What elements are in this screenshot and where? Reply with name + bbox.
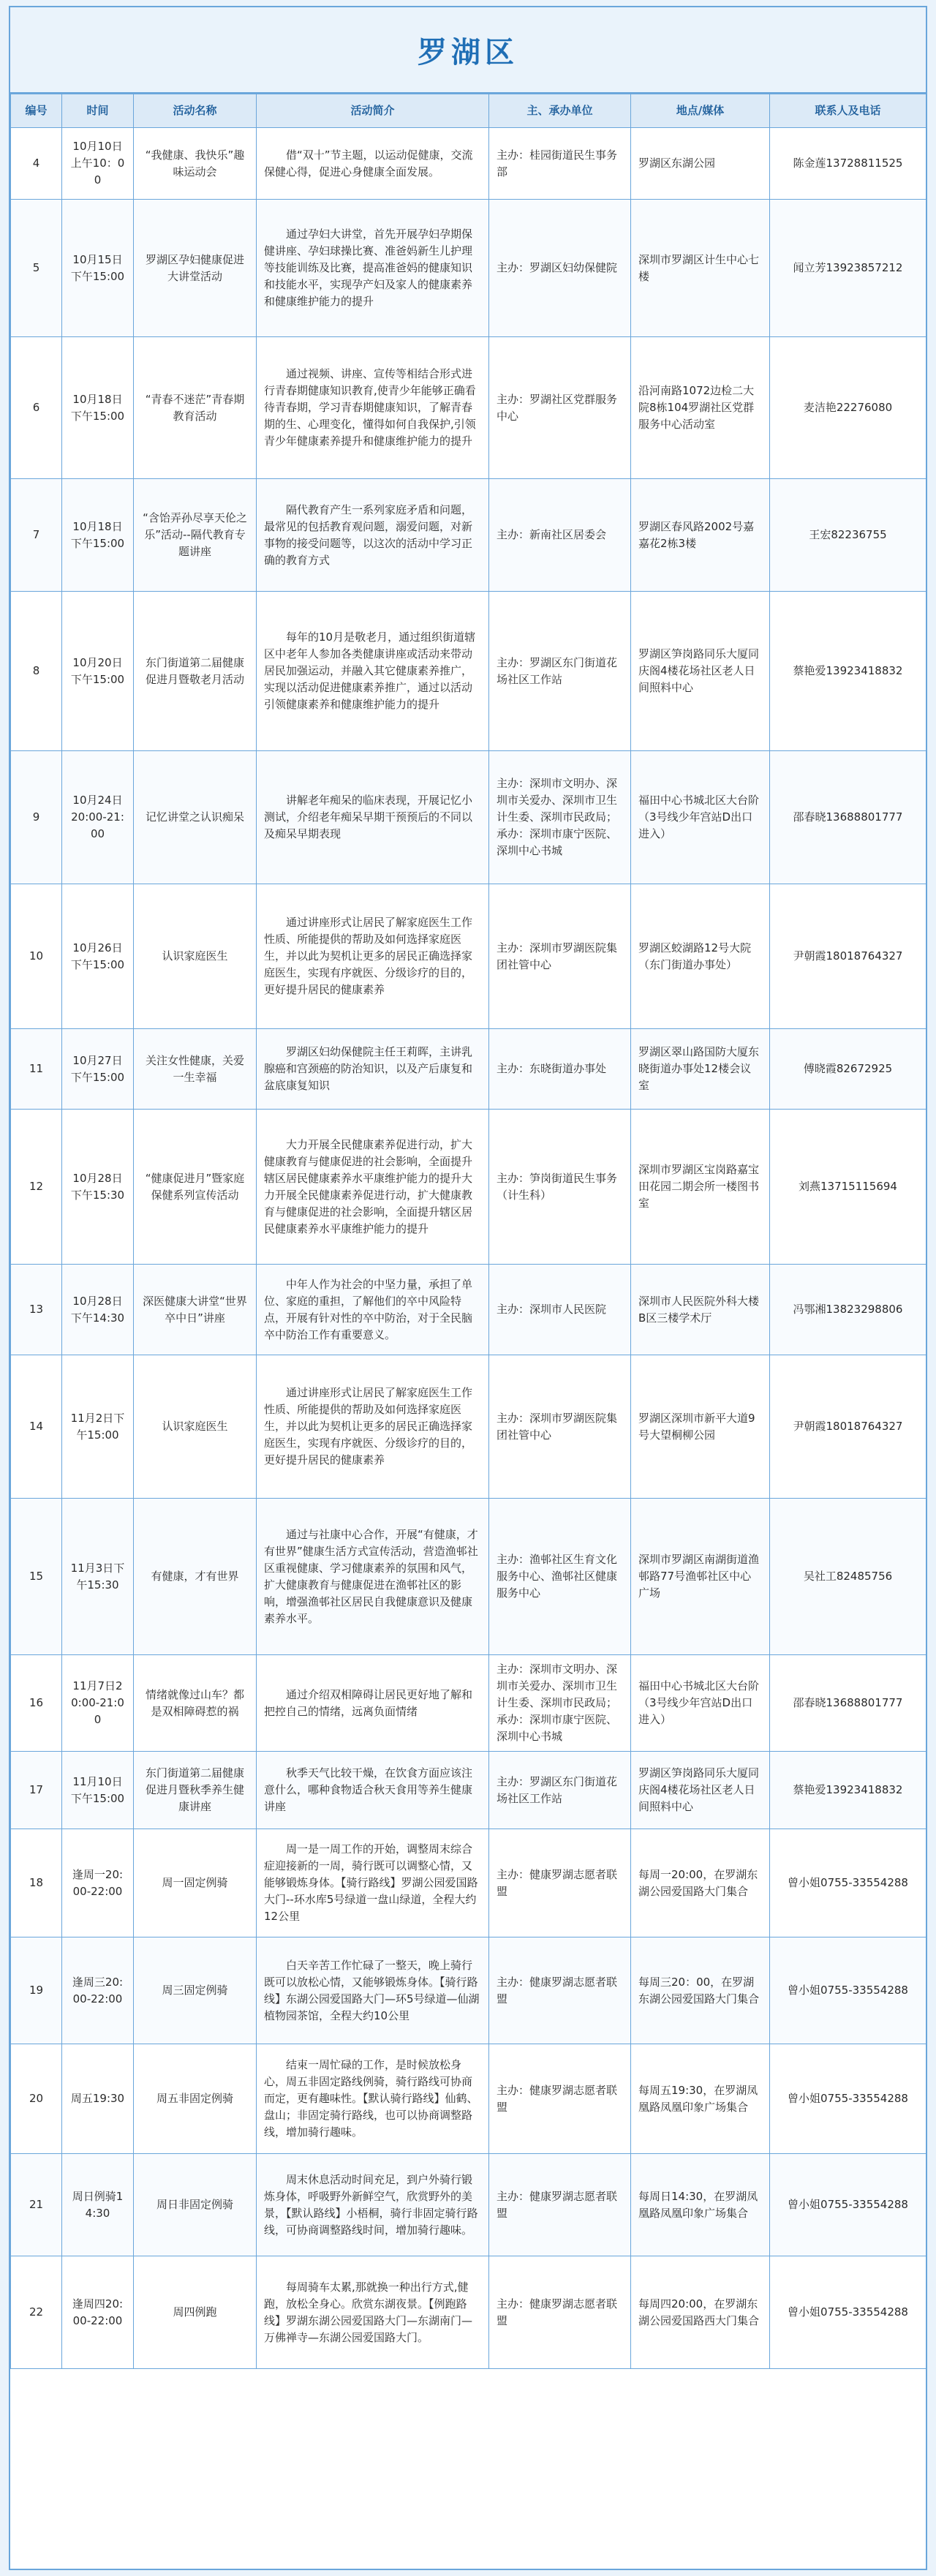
cell-no: 16 xyxy=(11,1655,62,1752)
table-row xyxy=(11,884,926,1029)
cell-time: 周五19:30 xyxy=(62,2044,134,2154)
cell-organizer: 主办：深圳市人民医院 xyxy=(489,1265,631,1355)
schedule-frame xyxy=(9,6,927,2570)
cell-organizer: 主办：深圳市罗湖医院集团社管中心 xyxy=(489,1355,631,1499)
cell-location: 罗湖区笋岗路同乐大厦同庆阁4楼花场社区老人日间照料中心 xyxy=(631,592,770,751)
table-row xyxy=(11,751,926,884)
cell-time: 10月10日上午10：00 xyxy=(62,128,134,200)
cell-contact: 曾小姐0755-33554288 xyxy=(770,2256,926,2369)
cell-intro: 每年的10月是敬老月，通过组织街道辖区中老年人参加各类健康讲座或活动来带动居民加强运动，并融入其它健康素养推广，实现以活动促进健康素养推广，通过以活动引领健康素养和健康维护能力的提升 xyxy=(257,592,489,751)
cell-organizer: 主办：深圳市文明办、深圳市关爱办、深圳市卫生计生委、深圳市民政局；承办：深圳市康宁医院、深圳中心书城 xyxy=(489,751,631,884)
cell-intro: 中年人作为社会的中坚力量，承担了单位、家庭的重担，了解他们的卒中风险特点，开展有针对性的卒中防治，对于全民脑卒中防治工作有重要意义。 xyxy=(257,1265,489,1355)
cell-location: 深圳市人民医院外科大楼B区三楼学术厅 xyxy=(631,1265,770,1355)
cell-intro: 通过视频、讲座、宣传等相结合形式进行青春期健康知识教育,使青少年能够正确看待青春期，学习青春期健康知识，了解青春期的生、心理变化，懂得如何自我保护,引领青少年健康素养提升和健康维护能力的提升 xyxy=(257,337,489,479)
table-row xyxy=(11,1752,926,1829)
cell-location: 每周三20：00，在罗湖东湖公园爱国路大门集合 xyxy=(631,1937,770,2044)
cell-organizer: 主办：深圳市罗湖医院集团社管中心 xyxy=(489,884,631,1029)
cell-organizer: 主办：健康罗湖志愿者联盟 xyxy=(489,2256,631,2369)
cell-intro: 通过介绍双相障碍让居民更好地了解和把控自己的情绪，远离负面情绪 xyxy=(257,1655,489,1752)
title-bar xyxy=(10,7,926,94)
cell-name: “含饴弄孙尽享天伦之乐”活动--隔代教育专题讲座 xyxy=(134,479,257,592)
cell-location: 罗湖区笋岗路同乐大厦同庆阁4楼花场社区老人日间照料中心 xyxy=(631,1752,770,1829)
table-row xyxy=(11,2154,926,2256)
cell-intro: 结束一周忙碌的工作，是时候放松身心，周五非固定路线例骑，骑行路线可协商而定，更有趣味性。【默认骑行路线】仙鹤、盘山；非固定骑行路线，也可以协商调整路线，增加骑行趣味。 xyxy=(257,2044,489,2154)
header-organizer: 主、承办单位 xyxy=(489,94,631,128)
cell-location: 罗湖区蛟湖路12号大院（东门街道办事处） xyxy=(631,884,770,1029)
cell-name: 周四例跑 xyxy=(134,2256,257,2369)
cell-intro: 借“双十”节主题，以运动促健康，交流保健心得，促进心身健康全面发展。 xyxy=(257,128,489,200)
cell-location: 深圳市罗湖区宝岗路嘉宝田花园二期会所一楼图书室 xyxy=(631,1110,770,1265)
cell-intro: 罗湖区妇幼保健院主任王莉晖，主讲乳腺癌和宫颈癌的防治知识，以及产后康复和盆底康复知识 xyxy=(257,1029,489,1110)
cell-contact: 曾小姐0755-33554288 xyxy=(770,1937,926,2044)
district-title: 罗湖区 xyxy=(418,35,518,69)
table-row xyxy=(11,1265,926,1355)
cell-contact: 吴社工82485756 xyxy=(770,1499,926,1655)
table-row xyxy=(11,1829,926,1937)
cell-time: 10月24日20:00-21:00 xyxy=(62,751,134,884)
table-row xyxy=(11,1655,926,1752)
cell-no: 9 xyxy=(11,751,62,884)
cell-location: 沿河南路1072边检二大院8栋104罗湖社区党群服务中心活动室 xyxy=(631,337,770,479)
cell-contact: 陈金莲13728811525 xyxy=(770,128,926,200)
header-contact: 联系人及电话 xyxy=(770,94,926,128)
cell-name: 认识家庭医生 xyxy=(134,1355,257,1499)
cell-name: 有健康，才有世界 xyxy=(134,1499,257,1655)
cell-name: “青春不迷茫”青春期教育活动 xyxy=(134,337,257,479)
cell-no: 14 xyxy=(11,1355,62,1499)
event-table xyxy=(10,94,926,2369)
cell-time: 周日例骑14:30 xyxy=(62,2154,134,2256)
cell-location: 每周四20:00，在罗湖东湖公园爱国路西大门集合 xyxy=(631,2256,770,2369)
cell-no: 19 xyxy=(11,1937,62,2044)
cell-name: 记忆讲堂之认识痴呆 xyxy=(134,751,257,884)
cell-no: 22 xyxy=(11,2256,62,2369)
cell-contact: 蔡艳爱13923418832 xyxy=(770,1752,926,1829)
cell-organizer: 主办：罗湖区东门街道花场社区工作站 xyxy=(489,1752,631,1829)
cell-no: 4 xyxy=(11,128,62,200)
table-row xyxy=(11,1110,926,1265)
cell-name: 罗湖区孕妇健康促进大讲堂活动 xyxy=(134,200,257,337)
cell-time: 11月10日下午15:00 xyxy=(62,1752,134,1829)
cell-no: 13 xyxy=(11,1265,62,1355)
cell-time: 逢周一20:00-22:00 xyxy=(62,1829,134,1937)
cell-name: 认识家庭医生 xyxy=(134,884,257,1029)
cell-time: 11月7日20:00-21:00 xyxy=(62,1655,134,1752)
cell-no: 7 xyxy=(11,479,62,592)
cell-contact: 王宏82236755 xyxy=(770,479,926,592)
cell-name: 周一固定例骑 xyxy=(134,1829,257,1937)
cell-no: 20 xyxy=(11,2044,62,2154)
header-no: 编号 xyxy=(11,94,62,128)
cell-no: 11 xyxy=(11,1029,62,1110)
cell-time: 10月28日下午14:30 xyxy=(62,1265,134,1355)
cell-no: 17 xyxy=(11,1752,62,1829)
table-row xyxy=(11,2256,926,2369)
cell-intro: 周一是一周工作的开始，调整周末综合症迎接新的一周，骑行既可以调整心情，又能够锻炼身体。【骑行路线】罗湖公园爱国路大门--环水库5号绿道一盘山绿道，全程大约12公里 xyxy=(257,1829,489,1937)
table-row xyxy=(11,1499,926,1655)
cell-intro: 通过讲座形式让居民了解家庭医生工作性质、所能提供的帮助及如何选择家庭医生，并以此为契机让更多的居民正确选择家庭医生，实现有序就医、分级诊疗的目的，更好提升居民的健康素养 xyxy=(257,1355,489,1499)
cell-no: 12 xyxy=(11,1110,62,1265)
cell-contact: 冯鄂湘13823298806 xyxy=(770,1265,926,1355)
cell-location: 罗湖区翠山路国防大厦东晓街道办事处12楼会议室 xyxy=(631,1029,770,1110)
cell-name: 周三固定例骑 xyxy=(134,1937,257,2044)
cell-organizer: 主办：罗湖社区党群服务中心 xyxy=(489,337,631,479)
cell-name: 东门街道第二届健康促进月暨敬老月活动 xyxy=(134,592,257,751)
cell-no: 10 xyxy=(11,884,62,1029)
cell-intro: 通过讲座形式让居民了解家庭医生工作性质、所能提供的帮助及如何选择家庭医生，并以此为契机让更多的居民正确选择家庭医生，实现有序就医、分级诊疗的目的，更好提升居民的健康素养 xyxy=(257,884,489,1029)
cell-contact: 刘燕13715115694 xyxy=(770,1110,926,1265)
cell-organizer: 主办：罗湖区妇幼保健院 xyxy=(489,200,631,337)
cell-no: 5 xyxy=(11,200,62,337)
cell-organizer: 主办：健康罗湖志愿者联盟 xyxy=(489,2154,631,2256)
cell-time: 10月18日下午15:00 xyxy=(62,337,134,479)
cell-organizer: 主办：健康罗湖志愿者联盟 xyxy=(489,2044,631,2154)
cell-name: “我健康、我快乐”趣味运动会 xyxy=(134,128,257,200)
cell-time: 10月18日下午15:00 xyxy=(62,479,134,592)
cell-time: 11月3日下午15:30 xyxy=(62,1499,134,1655)
cell-location: 每周一20:00，在罗湖东湖公园爱国路大门集合 xyxy=(631,1829,770,1937)
cell-organizer: 主办：新南社区居委会 xyxy=(489,479,631,592)
cell-time: 逢周三20:00-22:00 xyxy=(62,1937,134,2044)
cell-intro: 隔代教育产生一系列家庭矛盾和问题，最常见的包括教育观问题，溺爱问题，对新事物的接受问题等，以这次的活动中学习正确的教育方式 xyxy=(257,479,489,592)
cell-location: 每周五19:30，在罗湖凤凰路凤凰印象广场集合 xyxy=(631,2044,770,2154)
cell-name: 深医健康大讲堂“世界卒中日”讲座 xyxy=(134,1265,257,1355)
cell-contact: 闻立芳13923857212 xyxy=(770,200,926,337)
table-row xyxy=(11,592,926,751)
table-row xyxy=(11,1937,926,2044)
cell-time: 10月26日下午15:00 xyxy=(62,884,134,1029)
cell-name: 情绪就像过山车？都是双相障碍惹的祸 xyxy=(134,1655,257,1752)
cell-location: 罗湖区东湖公园 xyxy=(631,128,770,200)
cell-organizer: 主办：健康罗湖志愿者联盟 xyxy=(489,1937,631,2044)
cell-time: 10月20日下午15:00 xyxy=(62,592,134,751)
cell-intro: 每周骑车太累,那就换一种出行方式,健跑，放松全身心。欣赏东湖夜景。【例跑路线】罗湖东湖公园爱国路大门—东湖南门—万佛禅寺—东湖公园爱国路大门。 xyxy=(257,2256,489,2369)
cell-intro: 周末休息活动时间充足，到户外骑行锻炼身体，呼吸野外新鲜空气，欣赏野外的美景，【默认路线】小梧桐，骑行非固定骑行路线，可协商调整路线时间，增加骑行趣味。 xyxy=(257,2154,489,2256)
cell-organizer: 主办：深圳市文明办、深圳市关爱办、深圳市卫生计生委、深圳市民政局；承办：深圳市康宁医院、深圳中心书城 xyxy=(489,1655,631,1752)
table-row xyxy=(11,479,926,592)
cell-time: 10月28日下午15:30 xyxy=(62,1110,134,1265)
header-location: 地点/媒体 xyxy=(631,94,770,128)
cell-intro: 秋季天气比较干燥，在饮食方面应该注意什么，哪种食物适合秋天食用等养生健康讲座 xyxy=(257,1752,489,1829)
cell-contact: 傅晓霞82672925 xyxy=(770,1029,926,1110)
cell-no: 6 xyxy=(11,337,62,479)
cell-location: 深圳市罗湖区南湖街道渔邨路77号渔邨社区中心广场 xyxy=(631,1499,770,1655)
cell-contact: 尹朝霞18018764327 xyxy=(770,1355,926,1499)
cell-intro: 通过与社康中心合作，开展“有健康，才有世界”健康生活方式宣传活动，营造渔邨社区重视健康、学习健康素养的氛围和风气，扩大健康教育与健康促进在渔邨社区的影响，增强渔邨社区居民自我健康意识及健康素养水平。 xyxy=(257,1499,489,1655)
table-row xyxy=(11,128,926,200)
cell-no: 15 xyxy=(11,1499,62,1655)
header-name: 活动名称 xyxy=(134,94,257,128)
cell-time: 10月15日下午15:00 xyxy=(62,200,134,337)
cell-location: 深圳市罗湖区计生中心七楼 xyxy=(631,200,770,337)
cell-intro: 大力开展全民健康素养促进行动，扩大健康教育与健康促进的社会影响，全面提升辖区居民健康素养水平康维护能力的提升大力开展全民健康素养促进行动，扩大健康教育与健康促进的社会影响，全面提升辖区居民健康素养水平康维护能力的提升 xyxy=(257,1110,489,1265)
cell-contact: 尹朝霞18018764327 xyxy=(770,884,926,1029)
cell-no: 18 xyxy=(11,1829,62,1937)
cell-contact: 蔡艳爱13923418832 xyxy=(770,592,926,751)
cell-location: 福田中心书城北区大台阶（3号线少年宫站D出口进入） xyxy=(631,1655,770,1752)
cell-organizer: 主办：罗湖区东门街道花场社区工作站 xyxy=(489,592,631,751)
table-row xyxy=(11,2044,926,2154)
cell-time: 10月27日下午15:00 xyxy=(62,1029,134,1110)
header-row xyxy=(11,94,926,128)
table-row xyxy=(11,200,926,337)
cell-time: 11月2日下午15:00 xyxy=(62,1355,134,1499)
cell-no: 21 xyxy=(11,2154,62,2256)
cell-intro: 白天辛苦工作忙碌了一整天，晚上骑行既可以放松心情，又能够锻炼身体。【骑行路线】东湖公园爱国路大门—环5号绿道—仙湖植物园茶馆，全程大约10公里 xyxy=(257,1937,489,2044)
cell-location: 罗湖区深圳市新平大道9号大望桐柳公园 xyxy=(631,1355,770,1499)
cell-name: “健康促进月”暨家庭保健系列宣传活动 xyxy=(134,1110,257,1265)
table-row xyxy=(11,1029,926,1110)
cell-contact: 邵春晓13688801777 xyxy=(770,1655,926,1752)
cell-location: 福田中心书城北区大台阶（3号线少年宫站D出口进入） xyxy=(631,751,770,884)
cell-intro: 讲解老年痴呆的临床表现，开展记忆小测试，介绍老年痴呆早期干预预后的不同以及痴呆早期表现 xyxy=(257,751,489,884)
header-time: 时间 xyxy=(62,94,134,128)
cell-organizer: 主办：笋岗街道民生事务（计生科） xyxy=(489,1110,631,1265)
cell-contact: 邵春晓13688801777 xyxy=(770,751,926,884)
table-row xyxy=(11,1355,926,1499)
cell-name: 东门街道第二届健康促进月暨秋季养生健康讲座 xyxy=(134,1752,257,1829)
cell-organizer: 主办：桂园街道民生事务部 xyxy=(489,128,631,200)
header-intro: 活动简介 xyxy=(257,94,489,128)
cell-location: 每周日14:30，在罗湖凤凰路凤凰印象广场集合 xyxy=(631,2154,770,2256)
cell-name: 关注女性健康，关爱一生幸福 xyxy=(134,1029,257,1110)
cell-location: 罗湖区春风路2002号嘉嘉花2栋3楼 xyxy=(631,479,770,592)
cell-name: 周日非固定例骑 xyxy=(134,2154,257,2256)
cell-name: 周五非固定例骑 xyxy=(134,2044,257,2154)
table-row xyxy=(11,337,926,479)
cell-intro: 通过孕妇大讲堂，首先开展孕妇孕期保健讲座、孕妇球操比赛、准爸妈新生儿护理等技能训练及比赛，提高准爸妈的健康知识和技能水平，实现孕产妇及家人的健康素养和健康维护能力的提升 xyxy=(257,200,489,337)
cell-organizer: 主办：渔邨社区生育文化服务中心、渔邨社区健康服务中心 xyxy=(489,1499,631,1655)
cell-contact: 曾小姐0755-33554288 xyxy=(770,1829,926,1937)
cell-organizer: 主办：健康罗湖志愿者联盟 xyxy=(489,1829,631,1937)
cell-contact: 麦洁艳22276080 xyxy=(770,337,926,479)
cell-no: 8 xyxy=(11,592,62,751)
cell-contact: 曾小姐0755-33554288 xyxy=(770,2044,926,2154)
cell-organizer: 主办：东晓街道办事处 xyxy=(489,1029,631,1110)
cell-contact: 曾小姐0755-33554288 xyxy=(770,2154,926,2256)
cell-time: 逢周四20:00-22:00 xyxy=(62,2256,134,2369)
